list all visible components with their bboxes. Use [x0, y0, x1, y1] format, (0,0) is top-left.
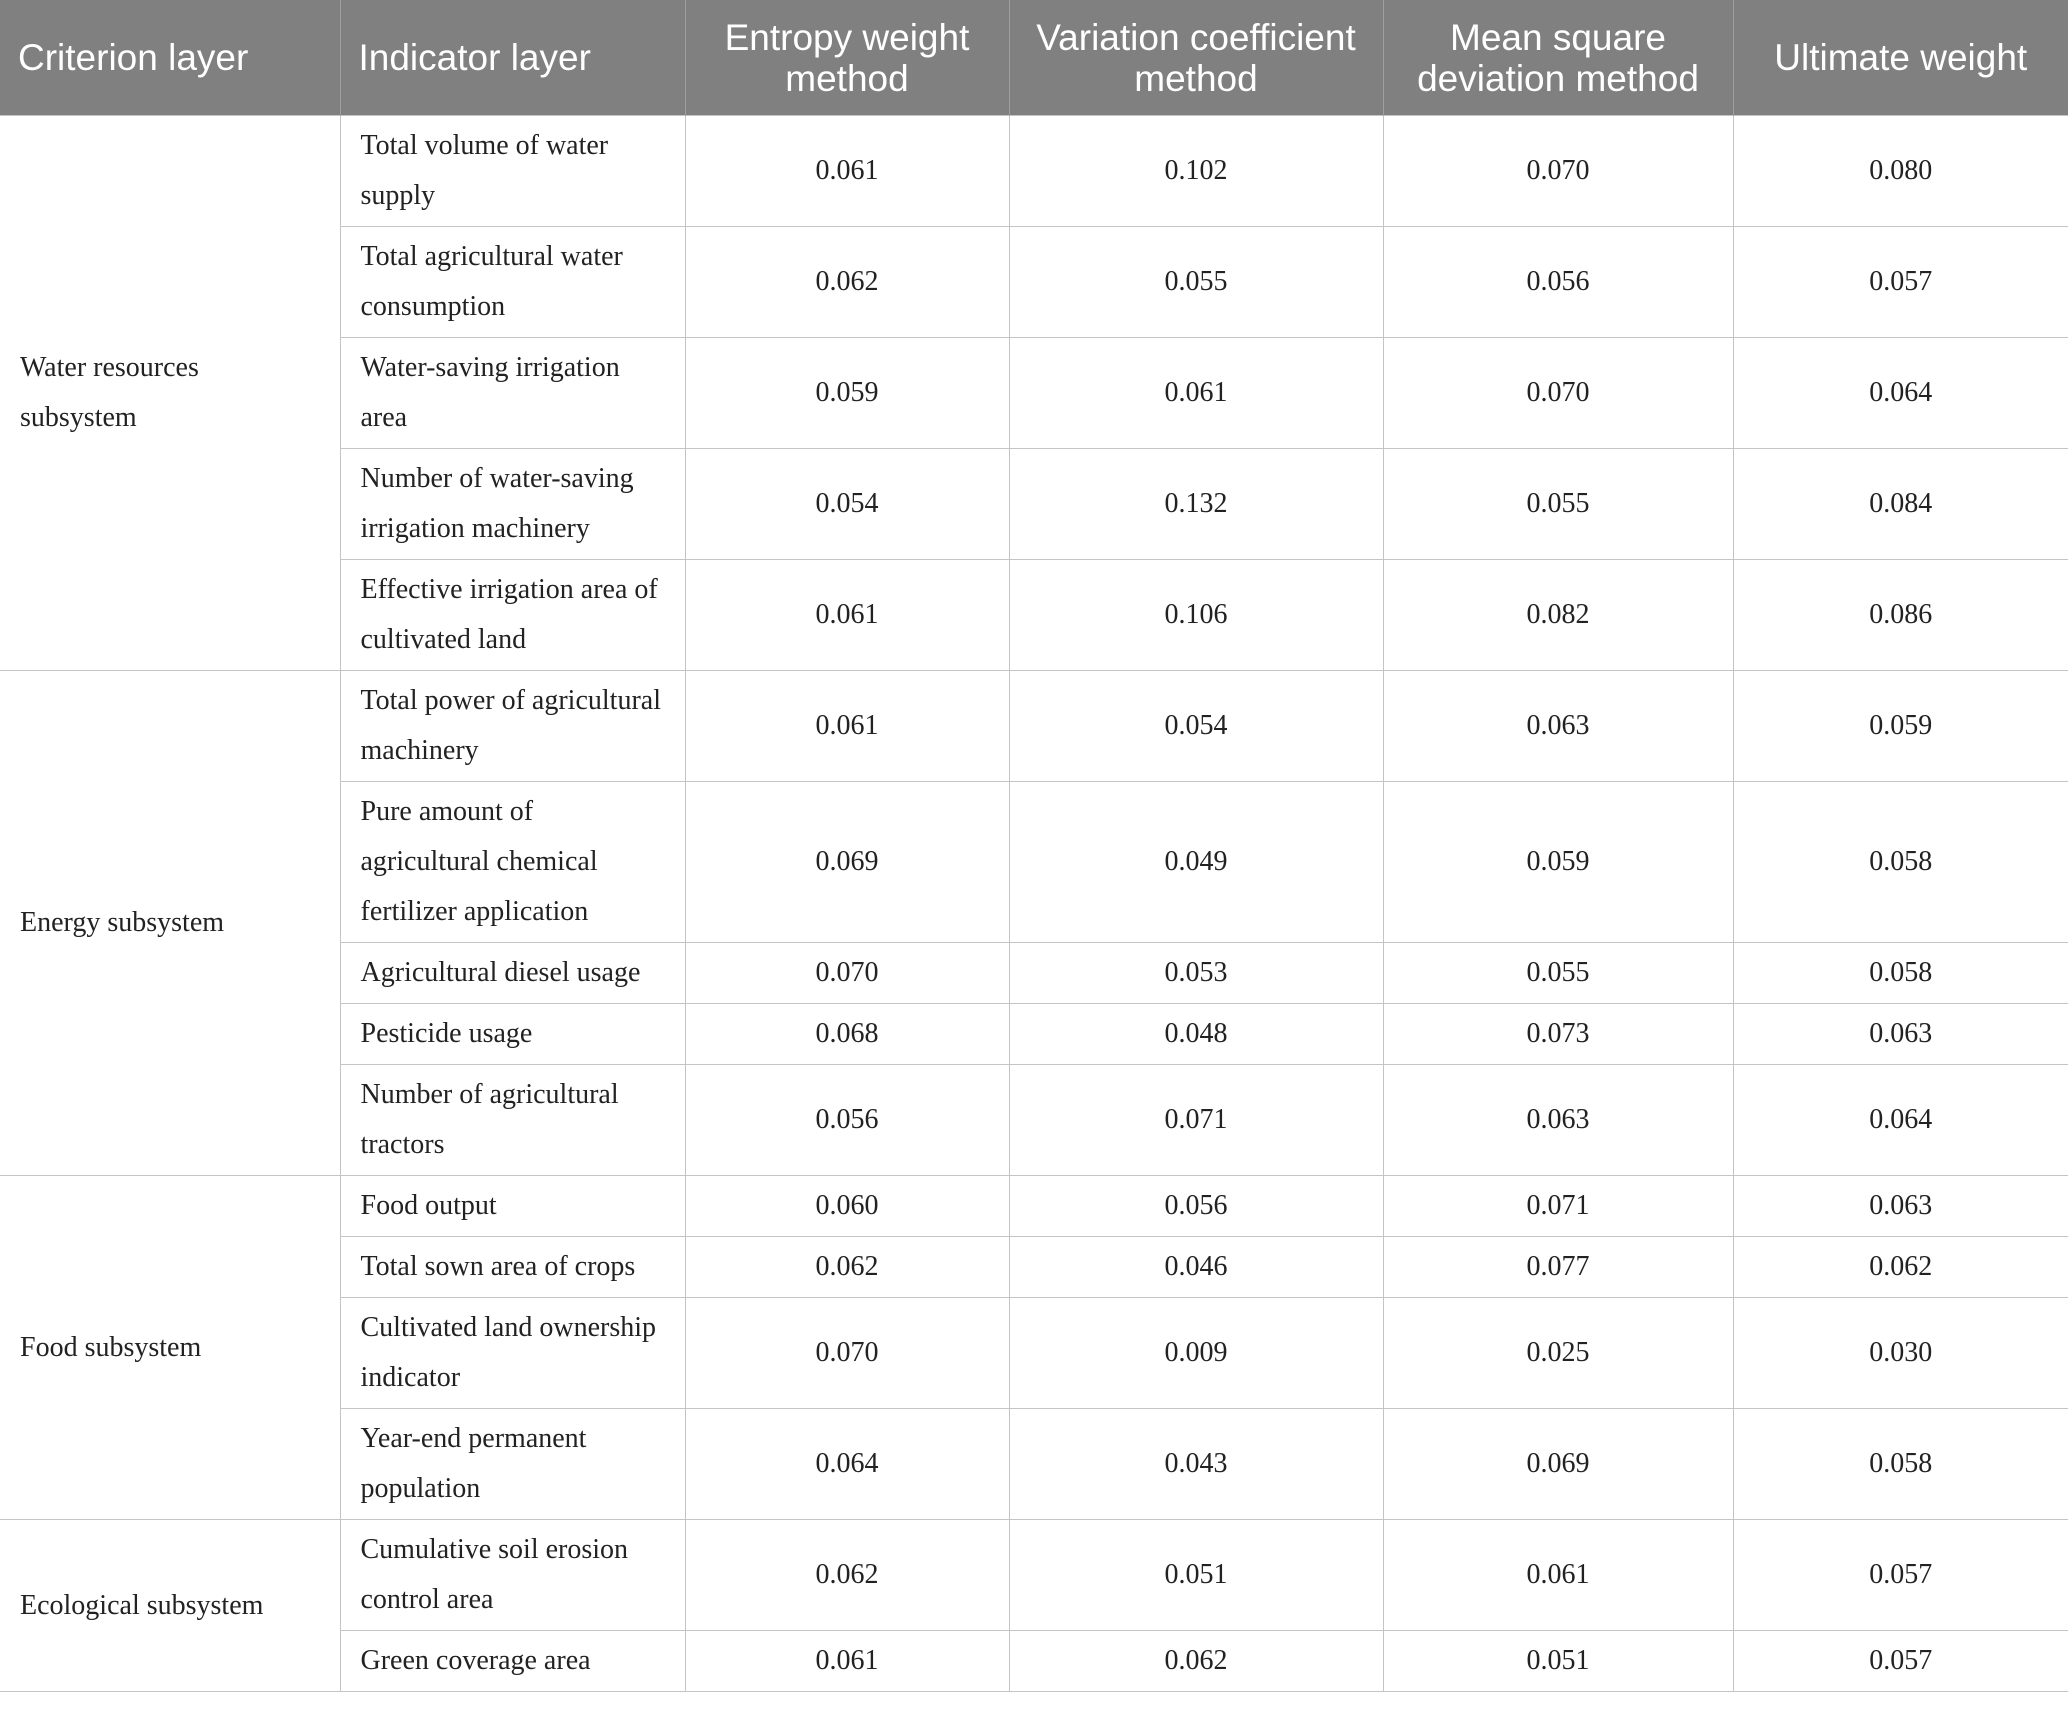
ultimate-cell: 0.058 — [1733, 943, 2068, 1004]
indicator-cell: Pesticide usage — [340, 1004, 685, 1065]
variation-cell: 0.102 — [1009, 116, 1383, 227]
ultimate-cell: 0.064 — [1733, 338, 2068, 449]
indicator-cell: Total volume of water supply — [340, 116, 685, 227]
entropy-cell: 0.056 — [685, 1065, 1009, 1176]
ultimate-cell: 0.064 — [1733, 1065, 2068, 1176]
criterion-cell: Food subsystem — [0, 1176, 340, 1520]
header-entropy-weight-method: Entropy weight method — [685, 0, 1009, 116]
header-variation-coefficient-method: Variation coefficient method — [1009, 0, 1383, 116]
entropy-cell: 0.068 — [685, 1004, 1009, 1065]
msd-cell: 0.055 — [1383, 943, 1733, 1004]
entropy-cell: 0.062 — [685, 1520, 1009, 1631]
variation-cell: 0.055 — [1009, 227, 1383, 338]
variation-cell: 0.048 — [1009, 1004, 1383, 1065]
msd-cell: 0.056 — [1383, 227, 1733, 338]
entropy-cell: 0.061 — [685, 1631, 1009, 1692]
table-row — [0, 1176, 2068, 1237]
indicator-cell: Number of agricultural tractors — [340, 1065, 685, 1176]
msd-cell: 0.073 — [1383, 1004, 1733, 1065]
msd-cell: 0.077 — [1383, 1237, 1733, 1298]
ultimate-cell: 0.059 — [1733, 671, 2068, 782]
indicator-cell: Water-saving irrigation area — [340, 338, 685, 449]
indicator-cell: Agricultural diesel usage — [340, 943, 685, 1004]
indicator-cell: Year-end permanent population — [340, 1409, 685, 1520]
msd-cell: 0.070 — [1383, 338, 1733, 449]
variation-cell: 0.056 — [1009, 1176, 1383, 1237]
indicator-cell: Total sown area of crops — [340, 1237, 685, 1298]
table-body — [0, 116, 2068, 1692]
variation-cell: 0.062 — [1009, 1631, 1383, 1692]
msd-cell: 0.059 — [1383, 782, 1733, 943]
msd-cell: 0.055 — [1383, 449, 1733, 560]
ultimate-cell: 0.058 — [1733, 1409, 2068, 1520]
entropy-cell: 0.060 — [685, 1176, 1009, 1237]
indicator-cell: Green coverage area — [340, 1631, 685, 1692]
variation-cell: 0.009 — [1009, 1298, 1383, 1409]
msd-cell: 0.063 — [1383, 1065, 1733, 1176]
entropy-cell: 0.062 — [685, 227, 1009, 338]
entropy-cell: 0.054 — [685, 449, 1009, 560]
entropy-cell: 0.061 — [685, 671, 1009, 782]
ultimate-cell: 0.057 — [1733, 1520, 2068, 1631]
msd-cell: 0.051 — [1383, 1631, 1733, 1692]
ultimate-cell: 0.030 — [1733, 1298, 2068, 1409]
ultimate-cell: 0.080 — [1733, 116, 2068, 227]
msd-cell: 0.025 — [1383, 1298, 1733, 1409]
ultimate-cell: 0.086 — [1733, 560, 2068, 671]
entropy-cell: 0.064 — [685, 1409, 1009, 1520]
variation-cell: 0.053 — [1009, 943, 1383, 1004]
table-header — [0, 0, 2068, 116]
indicator-cell: Total agricultural water consumption — [340, 227, 685, 338]
header-mean-square-deviation-method: Mean square deviation method — [1383, 0, 1733, 116]
ultimate-cell: 0.063 — [1733, 1176, 2068, 1237]
indicator-cell: Number of water-saving irrigation machinery — [340, 449, 685, 560]
entropy-cell: 0.069 — [685, 782, 1009, 943]
variation-cell: 0.071 — [1009, 1065, 1383, 1176]
msd-cell: 0.082 — [1383, 560, 1733, 671]
variation-cell: 0.043 — [1009, 1409, 1383, 1520]
criterion-cell: Ecological subsystem — [0, 1520, 340, 1692]
ultimate-cell: 0.062 — [1733, 1237, 2068, 1298]
header-ultimate-weight: Ultimate weight — [1733, 0, 2068, 116]
table-row — [0, 1520, 2068, 1631]
table-row — [0, 116, 2068, 227]
variation-cell: 0.106 — [1009, 560, 1383, 671]
variation-cell: 0.054 — [1009, 671, 1383, 782]
criterion-cell: Energy subsystem — [0, 671, 340, 1176]
header-indicator-layer: Indicator layer — [340, 0, 685, 116]
indicator-cell: Pure amount of agricultural chemical fertilizer application — [340, 782, 685, 943]
indicator-cell: Effective irrigation area of cultivated land — [340, 560, 685, 671]
msd-cell: 0.069 — [1383, 1409, 1733, 1520]
indicator-cell: Cumulative soil erosion control area — [340, 1520, 685, 1631]
variation-cell: 0.051 — [1009, 1520, 1383, 1631]
variation-cell: 0.061 — [1009, 338, 1383, 449]
msd-cell: 0.061 — [1383, 1520, 1733, 1631]
indicator-cell: Total power of agricultural machinery — [340, 671, 685, 782]
entropy-cell: 0.070 — [685, 943, 1009, 1004]
entropy-cell: 0.059 — [685, 338, 1009, 449]
entropy-cell: 0.061 — [685, 560, 1009, 671]
msd-cell: 0.071 — [1383, 1176, 1733, 1237]
variation-cell: 0.046 — [1009, 1237, 1383, 1298]
entropy-cell: 0.061 — [685, 116, 1009, 227]
variation-cell: 0.049 — [1009, 782, 1383, 943]
msd-cell: 0.070 — [1383, 116, 1733, 227]
ultimate-cell: 0.057 — [1733, 227, 2068, 338]
ultimate-cell: 0.063 — [1733, 1004, 2068, 1065]
indicator-cell: Cultivated land ownership indicator — [340, 1298, 685, 1409]
ultimate-cell: 0.057 — [1733, 1631, 2068, 1692]
indicator-cell: Food output — [340, 1176, 685, 1237]
table-row — [0, 671, 2068, 782]
header-row — [0, 0, 2068, 116]
ultimate-cell: 0.058 — [1733, 782, 2068, 943]
criterion-cell: Water resources subsystem — [0, 116, 340, 671]
ultimate-cell: 0.084 — [1733, 449, 2068, 560]
entropy-cell: 0.070 — [685, 1298, 1009, 1409]
msd-cell: 0.063 — [1383, 671, 1733, 782]
entropy-cell: 0.062 — [685, 1237, 1009, 1298]
variation-cell: 0.132 — [1009, 449, 1383, 560]
header-criterion-layer: Criterion layer — [0, 0, 340, 116]
